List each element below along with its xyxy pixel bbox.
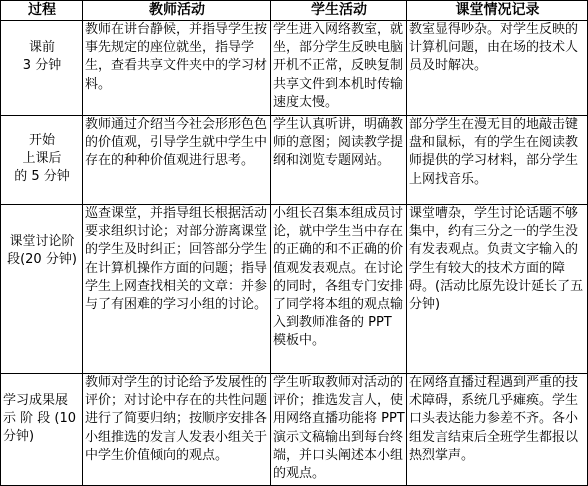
student-activity-cell: 学生听取教师对活动的评价；推选发言人，使用网络直播功能将 PPT 演示文稿输出到每台终端，并口头阐述本小组的观点。 [271,374,407,486]
class-record-cell: 教室显得吵杂。对学生反映的计算机问题，由在场的技术人员及时解决。 [407,21,588,116]
header-student-activity: 学生活动 [271,1,407,21]
class-record-cell: 在网络直播过程遇到严重的技术障碍，系统几乎瘫痪。学生口头表达能力参差不齐。各小组发言结束后全班学生都报以热烈掌声。 [407,374,588,486]
stage-line: 分钟) [3,429,35,445]
stage-line: 课前 [28,40,55,55]
teacher-activity-cell: 教师通过介绍当今社会形形色色的价值观，引导学生就中学生中存在的种种价值观进行思考。 [83,116,271,205]
stage-line: 段(20 分钟) [7,252,77,268]
stage-line: 学习成果展 [3,393,69,408]
header-stage: 过程 [1,1,83,21]
student-activity-cell: 小组长召集本组成员讨论，就中学生当中存在的正确的和不正确的价值观发表观点。在讨论的同时，各组专门安排了同学将本组的观点输入到教师准备的 PPT 模板中。 [271,205,407,374]
table-row [1,21,588,116]
stage-line: 上课后 [22,151,62,167]
stage-cell [1,205,83,374]
student-activity-cell: 学生认真听讲，明确教师的意图；阅读教学提纲和浏览专题网站。 [271,116,407,205]
stage-line: 3 分钟 [22,58,62,74]
teacher-activity-cell: 教师对学生的讨论给予发展性的评价；对讨论中存在的共性问题进行了简要归纳；按顺序安排各小组推选的发言人发表小组关于中学生价值倾向的观点。 [83,374,271,486]
stage-line: 示 阶 段 (10 [3,411,77,427]
stage-line: 课堂讨论阶 [9,234,75,249]
class-record-cell: 部分学生在漫无目的地敲击键盘和鼠标，有的学生在阅读教师提供的学习材料，部分学生上网找音乐。 [407,116,588,205]
header-class-record: 课堂情况记录 [407,1,588,21]
student-activity-cell: 学生进入网络教室，就坐，部分学生反映电脑开机不正常，反映复制共享文件到本机时传输速度太慢。 [271,21,407,116]
table-row [1,116,588,205]
table-header-row [1,1,588,21]
teacher-activity-cell: 教师在讲台静候，并指导学生按事先规定的座位就坐，指导学生，查看共享文件夹中的学习材料。 [83,21,271,116]
stage-line: 开始 [28,133,55,148]
header-teacher-activity: 教师活动 [83,1,271,21]
stage-cell [1,116,83,205]
class-record-cell: 课堂嘈杂，学生讨论话题不够集中，约有三分之一的学生没有发表观点。负责文字输入的学生有较大的技术方面的障碍。(活动比原先设计延长了五分钟) [407,205,588,374]
stage-line: 的 5 分钟 [14,169,70,185]
stage-cell [1,21,83,116]
table-row [1,205,588,374]
teacher-activity-cell: 巡查课堂，并指导组长根据活动要求组织讨论；对部分游离课堂的学生及时纠正；回答部分学生在计算机操作方面的问题；指导学生上网查找相关的文章：并参与了有困难的学习小组的讨论。 [83,205,271,374]
